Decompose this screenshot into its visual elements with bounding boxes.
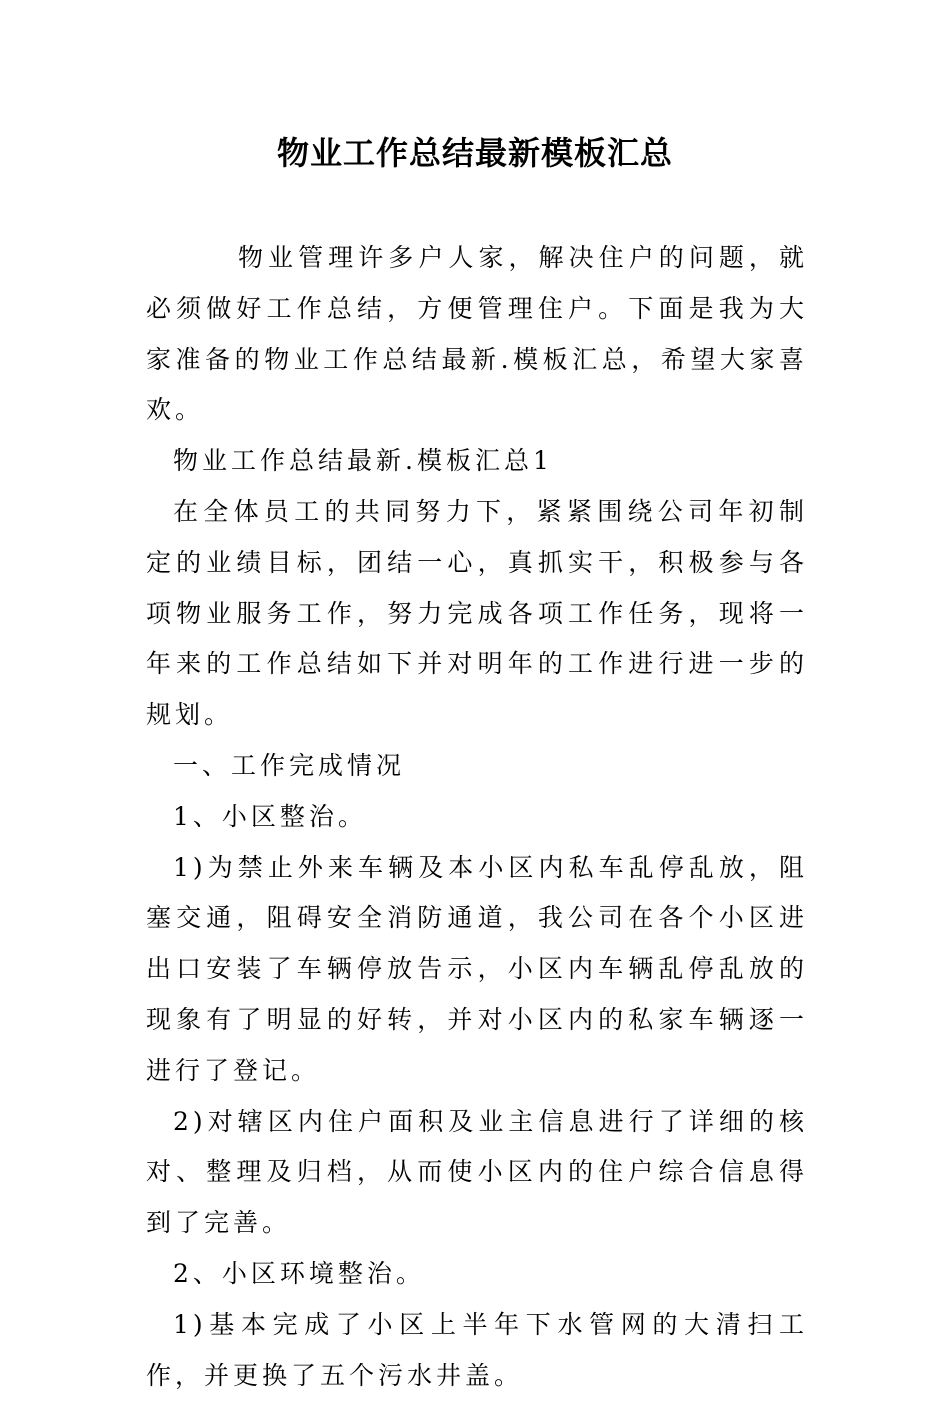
subheading-community-rectification: 1、小区整治。 (173, 801, 367, 831)
subheading-environment-rectification: 2、小区环境整治。 (173, 1258, 425, 1288)
paragraph-resident-info: 2)对辖区内住户面积及业主信息进行了详细的核对、整理及归档，从而使小区内的住户综合信息得到了完善。 (146, 1106, 808, 1238)
section-heading-work-completed: 一、工作完成情况 (173, 750, 406, 780)
section-heading-template-1: 物业工作总结最新.模板汇总1 (173, 446, 553, 476)
paragraph-sewer-cleaning: 1)基本完成了小区上半年下水管网的大清扫工作，并更换了五个污水井盖。 (146, 1309, 808, 1390)
paragraph-vehicle-parking: 1)为禁止外来车辆及本小区内私车乱停乱放，阻塞交通，阻碍安全消防通道，我公司在各个小区进出口安装了车辆停放告示，小区内车辆乱停乱放的现象有了明显的好转，并对小区内的私家车辆逐一进行了登记。 (146, 852, 808, 1085)
document-title: 物业工作总结最新模板汇总 (276, 134, 673, 172)
document-body (146, 233, 808, 1401)
paragraph-intro: 物业管理许多户人家，解决住户的问题，就必须做好工作总结，方便管理住户。下面是我为大家准备的物业工作总结最新.模板汇总，希望大家喜欢。 (146, 243, 808, 425)
paragraph-summary: 在全体员工的共同努力下，紧紧围绕公司年初制定的业绩目标，团结一心，真抓实干，积极参与各项物业服务工作，努力完成各项工作任务，现将一年来的工作总结如下并对明年的工作进行进一步的规划。 (146, 496, 808, 730)
